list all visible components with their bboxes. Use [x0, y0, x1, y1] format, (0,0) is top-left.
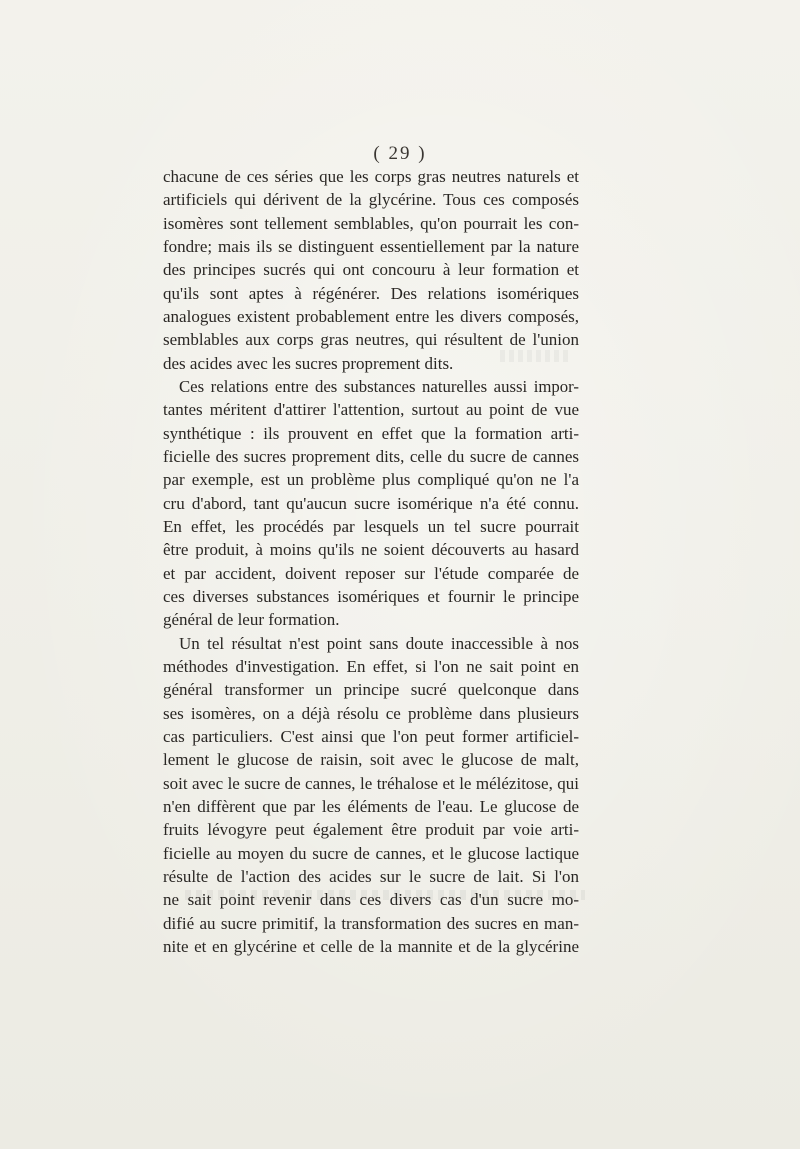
text-line: résulte de l'action des acides sur le sucre de lait. Si l'on [163, 866, 579, 886]
text-line: lement le glucose de raisin, soit avec le glucose de malt, [163, 750, 579, 770]
text-line: et par accident, doivent reposer sur l'étude comparée de [163, 563, 579, 583]
text-line: par exemple, est un problème plus compliqué qu'on ne l'a [163, 470, 579, 490]
text-line: général de leur formation. [163, 610, 340, 630]
text-line: ficielle au moyen du sucre de cannes, et le glucose lactique [163, 843, 579, 863]
text-line: En effet, les procédés par lesquels un tel sucre pourrait [163, 516, 579, 536]
text-line: n'en diffèrent que par les éléments de l'eau. Le glucose de [163, 796, 579, 816]
page-number: ( 29 ) [373, 143, 427, 164]
text-line: ficielle des sucres proprement dits, celle du sucre de cannes [163, 446, 579, 466]
text-line: méthodes d'investigation. En effet, si l'on ne sait point en [163, 656, 579, 676]
text-line: général transformer un principe sucré quelconque dans [163, 680, 579, 700]
text-line: tantes méritent d'attirer l'attention, surtout au point de vue [163, 400, 579, 420]
text-line: nite et en glycérine et celle de la mannite et de la glycérine [163, 936, 579, 956]
text-line: fondre; mais ils se distinguent essentiellement par la nature [163, 236, 579, 256]
text-line: synthétique : ils prouvent en effet que la formation arti- [163, 423, 579, 443]
text-line: ne sait point revenir dans ces divers cas d'un sucre mo- [163, 890, 579, 910]
text-line: des acides avec les sucres proprement dits. [163, 353, 454, 373]
text-line: artificiels qui dérivent de la glycérine. Tous ces composés [163, 190, 579, 210]
text-line: Ces relations entre des substances naturelles aussi impor- [179, 376, 579, 396]
text-line: analogues existent probablement entre les divers composés, [163, 306, 579, 326]
text-line: semblables aux corps gras neutres, qui résultent de l'union [163, 330, 579, 350]
text-line: être produit, à moins qu'ils ne soient découverts au hasard [163, 540, 579, 560]
text-line: des principes sucrés qui ont concouru à leur formation et [163, 260, 579, 280]
text-line: Un tel résultat n'est point sans doute inaccessible à nos [179, 633, 579, 653]
text-line: cru d'abord, tant qu'aucun sucre isomérique n'a été connu. [163, 493, 579, 513]
text-line: qu'ils sont aptes à régénérer. Des relations isomériques [163, 283, 579, 303]
body-text [163, 165, 579, 958]
text-line: cas particuliers. C'est ainsi que l'on peut former artificiel- [163, 726, 579, 746]
text-line: ces diverses substances isomériques et fournir le principe [163, 586, 579, 606]
text-line: ses isomères, on a déjà résolu ce problème dans plusieurs [163, 703, 579, 723]
text-line: difié au sucre primitif, la transformation des sucres en man- [163, 913, 579, 933]
text-line: soit avec le sucre de cannes, le tréhalose et le mélézitose, qui [163, 773, 579, 793]
text-line: chacune de ces séries que les corps gras neutres naturels et [163, 167, 579, 186]
text-line: isomères sont tellement semblables, qu'on pourrait les con- [163, 213, 579, 233]
text-line: fruits lévogyre peut également être produit par voie arti- [163, 820, 579, 840]
